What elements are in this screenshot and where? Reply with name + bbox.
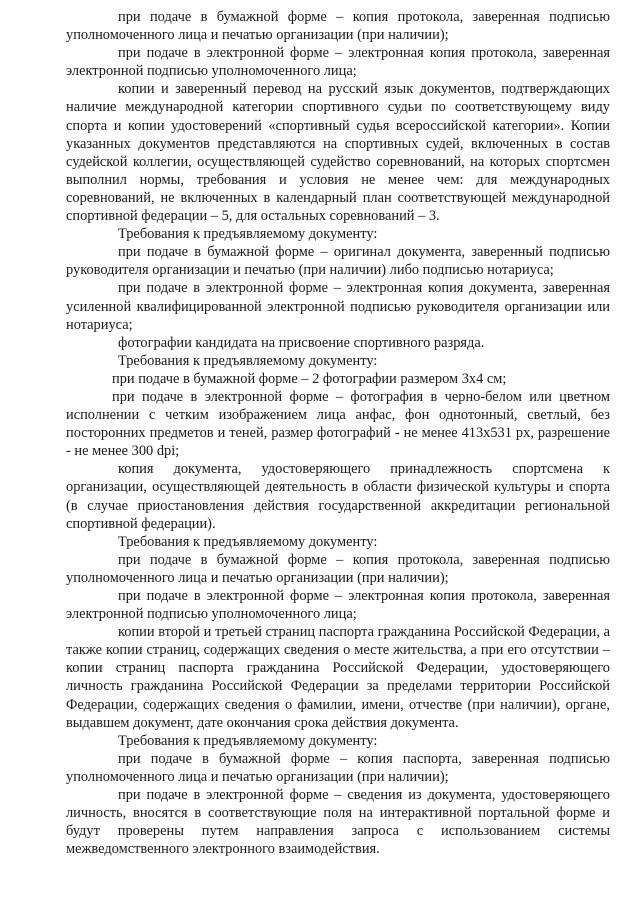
paragraph-candidate-photos: фотографии кандидата на присвоение спортивного разряда. — [118, 334, 485, 351]
paragraph-paper-original-document: при подаче в бумажной форме – оригинал документа, заверенный подписью руководителя организации и печатью (при наличии) либо подписью нотариуса; — [66, 244, 610, 279]
paragraph-judge-category-documents: копии и заверенный перевод на русский язык документов, подтверждающих наличие международной категории спортивного судьи по соответствующему виду спорта и копии удостоверений «спортивный судья всероссийской категории». Копии указанных документов представляются на спортивных судей, включенных в состав судейской коллегии, осуществляющей судейство соревнований, на которых спортсмен выполнил нормы, требования и условия не менее чем: для международных соревнований, не включенных в календарный план соответствующей международной спортивной федерации – 5, для остальных соревнований – 3. — [66, 81, 610, 225]
paragraph-electronic-document-copy: при подаче в электронной форме – электронная копия документа, заверенная усиленной квалифицированной электронной подписью руководителя организации или нотариуса; — [66, 280, 610, 333]
paragraph-paper-protocol-copy-2: при подаче в бумажной форме – копия протокола, заверенная подписью уполномоченного лица и печатью организации (при наличии); — [66, 551, 610, 586]
paragraph-paper-photos: при подаче в бумажной форме – 2 фотографии размером 3х4 см; — [112, 370, 507, 387]
paragraph-paper-protocol-copy: при подаче в бумажной форме – копия протокола, заверенная подписью уполномоченного лица и печатью организации (при наличии); — [66, 9, 610, 44]
paragraph-requirements-heading: Требования к предъявляемому документу: — [118, 352, 378, 369]
document-page — [66, 8, 610, 858]
paragraph-paper-passport-copy: при подаче в бумажной форме – копия паспорта, заверенная подписью уполномоченного лица и печатью организации (при наличии); — [66, 750, 610, 785]
paragraph-requirements-heading: Требования к предъявляемому документу: — [118, 533, 378, 550]
paragraph-electronic-protocol-copy: при подаче в электронной форме – электронная копия протокола, заверенная электронной подписью уполномоченного лица; — [66, 45, 610, 80]
paragraph-electronic-protocol-copy-2: при подаче в электронной форме – электронная копия протокола, заверенная электронной подписью уполномоченного лица; — [66, 588, 610, 623]
paragraph-passport-pages: копии второй и третьей страниц паспорта гражданина Российской Федерации, а также копии страниц, содержащих сведения о месте жительства, а при его отсутствии – копии страниц паспорта гражданина Российской Федерации, удостоверяющего личность гражданина Российской Федерации за пределами территории Российской Федерации, содержащих сведения о фамилии, имени, отчестве (при наличии), органе, выдавшем документ, дате окончания срока действия документа. — [66, 624, 610, 731]
paragraph-requirements-heading: Требования к предъявляемому документу: — [118, 226, 378, 243]
paragraph-electronic-photo: при подаче в электронной форме – фотография в черно-белом или цветном исполнении с четким изображением лица анфас, фон однотонный, светлый, без посторонних предметов и теней, размер фотографий - не менее 413х531 px, разрешение - не менее 300 dpi; — [66, 388, 610, 460]
paragraph-electronic-identity-data: при подаче в электронной форме – сведения из документа, удостоверяющего личность, вносятся в соответствующие поля на интерактивной портальной форме и будут проверены путем направления запроса с использованием системы межведомственного электронного взаимодействия. — [66, 787, 610, 858]
paragraph-affiliation-document: копия документа, удостоверяющего принадлежность спортсмена к организации, осуществляющей деятельность в области физической культуры и спорта (в случае приостановления действия государственной аккредитации региональной спортивной федерации). — [66, 461, 610, 532]
paragraph-requirements-heading: Требования к предъявляемому документу: — [118, 732, 378, 749]
